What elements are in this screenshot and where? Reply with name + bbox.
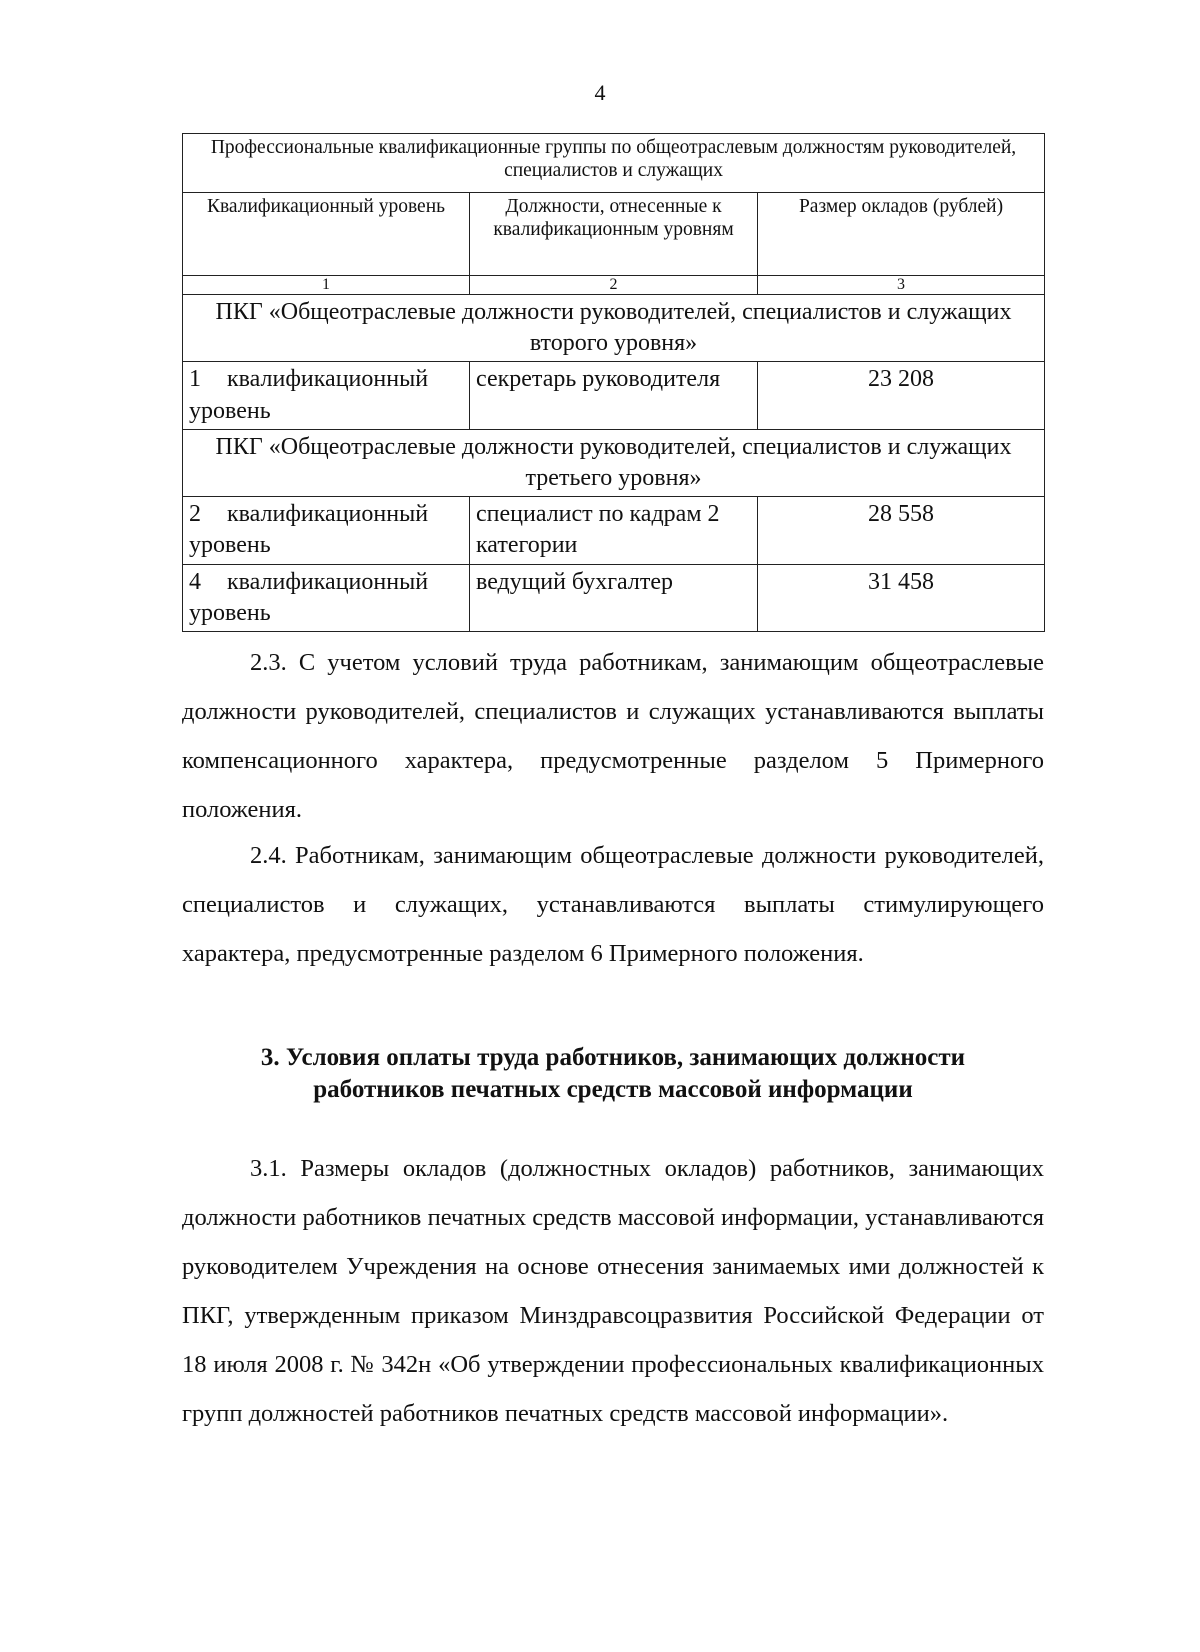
group-name: ПКГ «Общеотраслевые должности руководителей, специалистов и служащих третьего уровня»	[183, 429, 1045, 496]
position-cell: секретарь руководителя	[470, 362, 758, 429]
table-title: Профессиональные квалификационные группы по общеотраслевым должностям руководителей, специалистов и служащих	[183, 134, 1045, 193]
salary-cell: 31 458	[758, 564, 1045, 631]
column-number-row	[183, 276, 1045, 295]
table-row	[183, 362, 1045, 429]
group-row	[183, 295, 1045, 362]
salary-cell: 28 558	[758, 497, 1045, 564]
section-3-heading	[182, 1042, 1044, 1106]
level-text: квалификационный уровень	[189, 366, 429, 424]
header-level: Квалификационный уровень	[183, 193, 470, 276]
table-title-row	[183, 134, 1045, 193]
column-number: 2	[470, 276, 758, 295]
paragraph-3-1: 3.1. Размеры окладов (должностных окладов) работников, занимающих должности работников печатных средств массовой информации, устанавливаются руководителем Учреждения на основе отнесения занимаемых ими должностей к ПКГ, утвержденным приказом Минздравсоцразвития Российской Федерации от 18 июля 2008 г. № 342н «Об утверждении профессиональных квалификационных групп должностей работников печатных средств массовой информации».	[182, 1155, 1044, 1427]
header-salary: Размер окладов (рублей)	[758, 193, 1045, 276]
column-number: 1	[183, 276, 470, 295]
table-row	[183, 497, 1045, 564]
level-cell	[183, 497, 470, 564]
header-positions: Должности, отнесенные к квалификационным уровням	[470, 193, 758, 276]
table-row	[183, 564, 1045, 631]
level-text: квалификационный уровень	[189, 501, 429, 559]
level-cell	[183, 564, 470, 631]
table-header-row	[183, 193, 1045, 276]
salary-cell: 23 208	[758, 362, 1045, 429]
level-number: 2	[189, 501, 201, 528]
group-row	[183, 429, 1045, 496]
column-number: 3	[758, 276, 1045, 295]
paragraph-2-4: 2.4. Работникам, занимающим общеотраслевые должности руководителей, специалистов и служащих, устанавливаются выплаты стимулирующего характера, предусмотренные разделом 6 Примерного положения.	[182, 842, 1044, 967]
paragraph-2-3: 2.3. С учетом условий труда работникам, занимающим общеотраслевые должности руководителей, специалистов и служащих устанавливаются выплаты компенсационного характера, предусмотренные разделом 5 Примерного положения.	[182, 649, 1044, 823]
section-3-heading-line: работников печатных средств массовой информации	[313, 1076, 913, 1103]
group-name: ПКГ «Общеотраслевые должности руководителей, специалистов и служащих второго уровня»	[183, 295, 1045, 362]
level-text: квалификационный уровень	[189, 568, 429, 626]
section-3-heading-line: 3. Условия оплаты труда работников, занимающих должности	[260, 1044, 966, 1071]
level-number: 1	[189, 366, 201, 393]
pkg-salary-table	[182, 133, 1045, 632]
position-cell: специалист по кадрам 2 категории	[470, 497, 758, 564]
page-number: 4	[594, 80, 606, 105]
position-cell: ведущий бухгалтер	[470, 564, 758, 631]
level-cell	[183, 362, 470, 429]
level-number: 4	[189, 568, 201, 595]
